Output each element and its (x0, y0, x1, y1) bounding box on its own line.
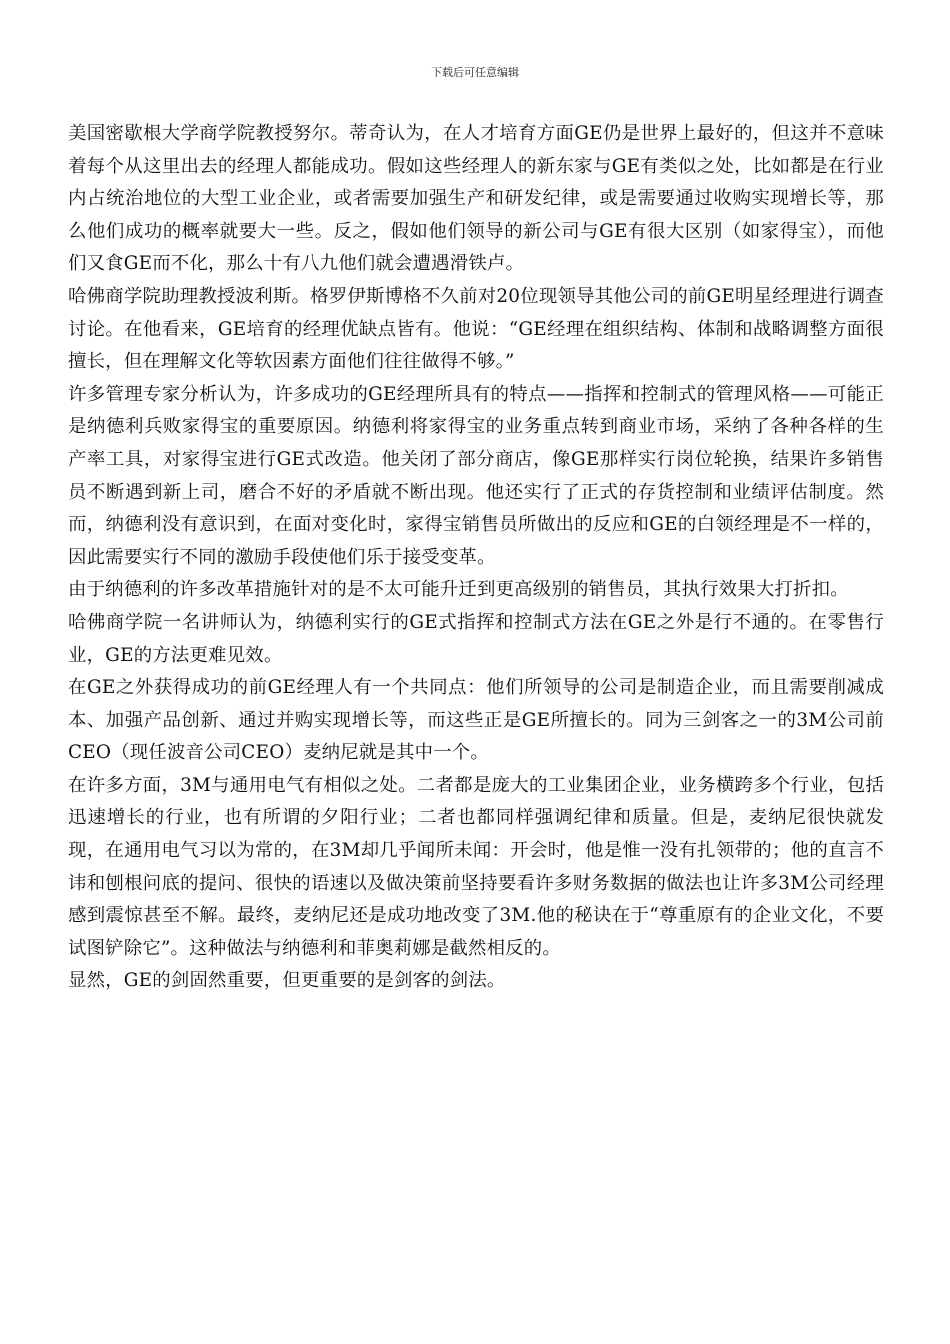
paragraph: 哈佛商学院一名讲师认为，纳德利实行的GE式指挥和控制式方法在GE之外是行不通的。在零售行业，GE的方法更难见效。 (68, 611, 884, 666)
paragraph: 由于纳德利的许多改革措施针对的是不太可能升迁到更高级别的销售员，其执行效果大打折扣。 (68, 579, 849, 601)
paragraph: 许多管理专家分析认为，许多成功的GE经理所具有的特点——指挥和控制式的管理风格——可能正是纳德利兵败家得宝的重要原因。纳德利将家得宝的业务重点转到商业市场，采纳了各种各样的生产率工具，对家得宝进行GE式改造。他关闭了部分商店，像GE那样实行岗位轮换，结果许多销售员不断遇到新上司，磨合不好的矛盾就不断出现。他还实行了正式的存货控制和业绩评估制度。然而，纳德利没有意识到，在面对变化时，家得宝销售员所做出的反应和GE的白领经理是不一样的，因此需要实行不同的激励手段使他们乐于接受变革。 (68, 383, 884, 568)
paragraph: 在GE之外获得成功的前GE经理人有一个共同点：他们所领导的公司是制造企业，而且需要削减成本、加强产品创新、通过并购实现增长等，而这些正是GE所擅长的。同为三剑客之一的3M公司前CEO（现任波音公司CEO）麦纳尼就是其中一个。 (68, 677, 884, 764)
page-header-note: 下载后可任意编辑 (431, 66, 519, 79)
document-body (68, 118, 884, 998)
paragraph: 哈佛商学院助理教授波利斯。格罗伊斯博格不久前对20位现领导其他公司的前GE明星经理进行调查讨论。在他看来，GE培育的经理优缺点皆有。他说：“GE经理在组织结构、体制和战略调整方面很擅长，但在理解文化等软因素方面他们往往做得不够。” (68, 285, 884, 373)
paragraph: 在许多方面，3M与通用电气有相似之处。二者都是庞大的工业集团企业，业务横跨多个行业，包括迅速增长的行业，也有所谓的夕阳行业；二者也都同样强调纪律和质量。但是，麦纳尼很快就发现，在通用电气习以为常的，在3M却几乎闻所未闻：开会时，他是惟一没有扎领带的；他的直言不讳和刨根问底的提问、很快的语速以及做决策前坚持要看许多财务数据的做法也让许多3M公司经理感到震惊甚至不解。最终，麦纳尼还是成功地改变了3M.他的秘诀在于“尊重原有的企业文化，不要试图铲除它”。这种做法与纳德利和菲奥莉娜是截然相反的。 (68, 774, 884, 959)
paragraph: 显然，GE的剑固然重要，但更重要的是剑客的剑法。 (68, 970, 506, 992)
paragraph: 美国密歇根大学商学院教授努尔。蒂奇认为，在人才培育方面GE仍是世界上最好的，但这并不意味着每个从这里出去的经理人都能成功。假如这些经理人的新东家与GE有类似之处，比如都是在行业内占统治地位的大型工业企业，或者需要加强生产和研发纪律，或是需要通过收购实现增长等，那么他们成功的概率就要大一些。反之，假如他们领导的新公司与GE有很大区别（如家得宝），而他们又食GE而不化，那么十有八九他们就会遭遇滑铁卢。 (68, 123, 884, 275)
